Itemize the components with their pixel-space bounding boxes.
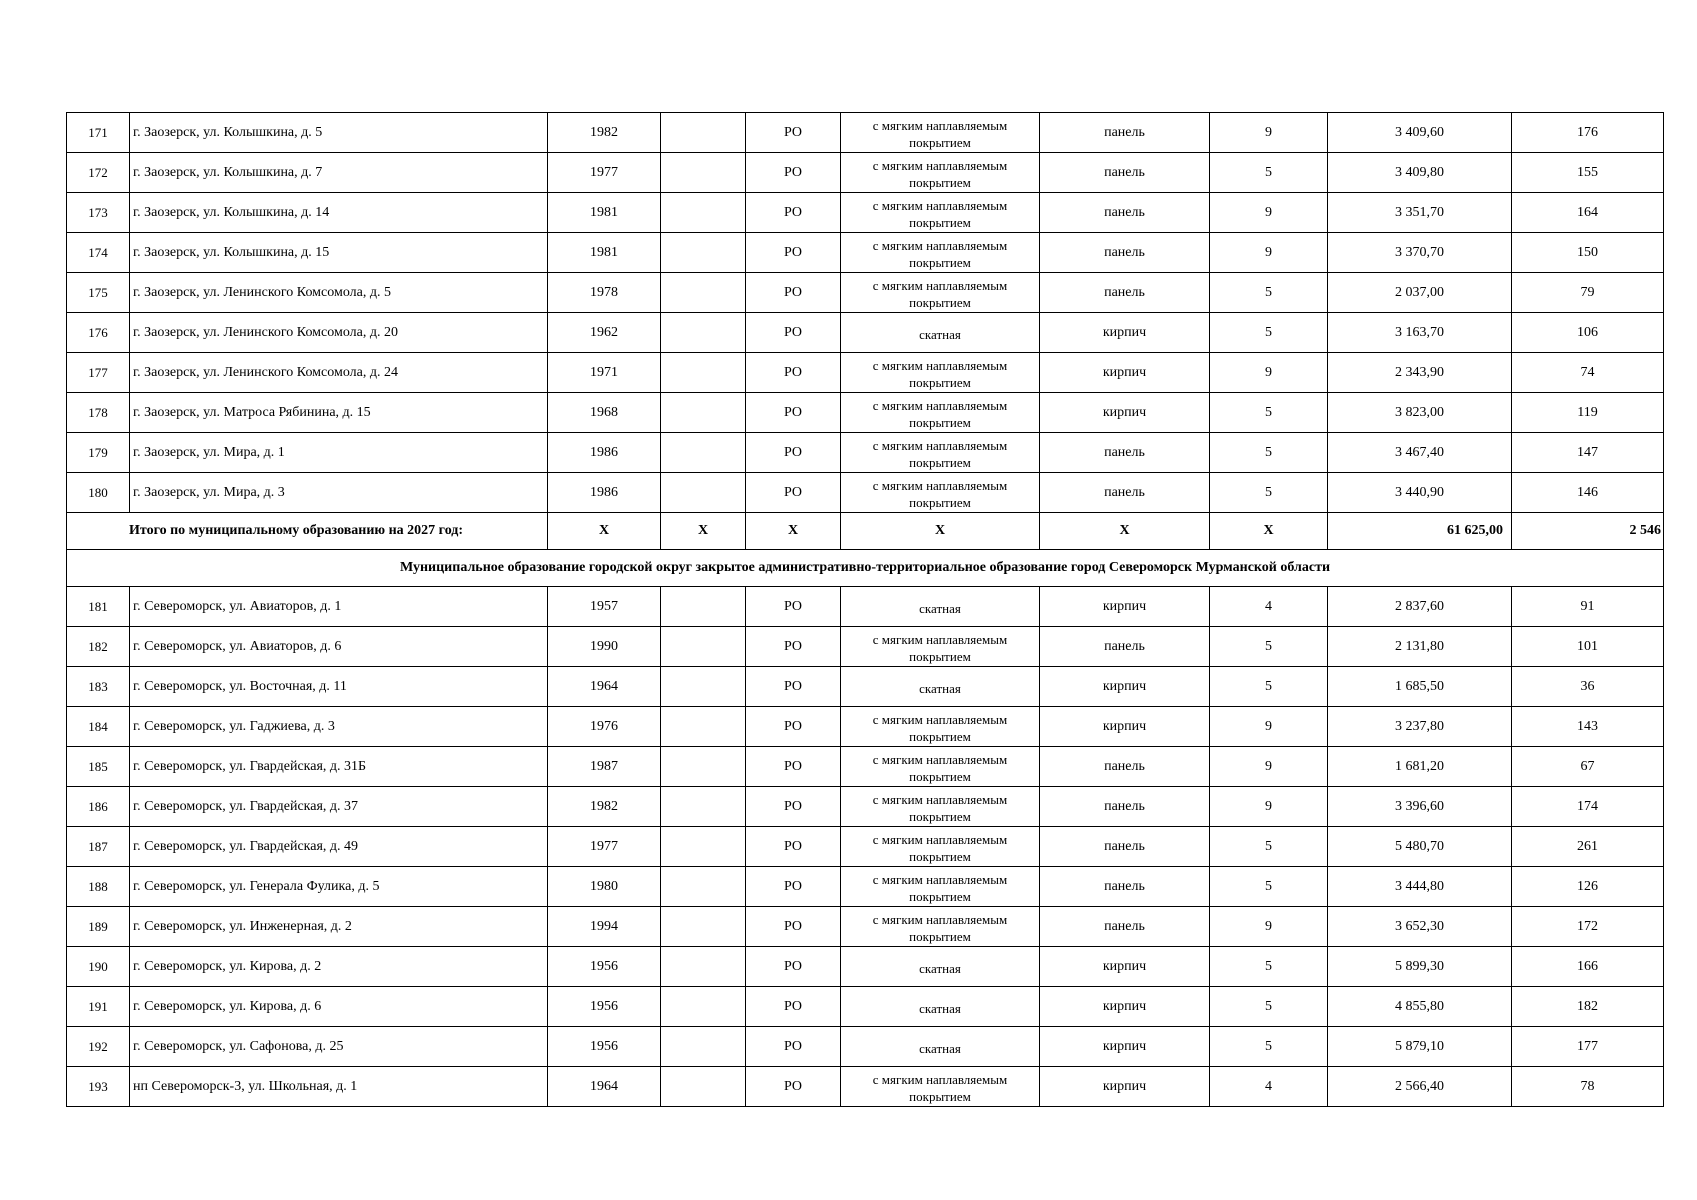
row-number: 179 [67, 433, 130, 473]
row-roof-type: с мягким наплавляемым покрытием [841, 1067, 1040, 1107]
row-roof-type: с мягким наплавляемым покрытием [841, 433, 1040, 473]
row-year: 1986 [548, 473, 661, 513]
row-residents: 261 [1512, 827, 1664, 867]
row-floors: 9 [1210, 787, 1328, 827]
row-wall-material: кирпич [1040, 313, 1210, 353]
row-area: 3 823,00 [1328, 393, 1512, 433]
row-roof-type: с мягким наплавляемым покрытием [841, 273, 1040, 313]
row-floors: 5 [1210, 867, 1328, 907]
row-wall-material: панель [1040, 907, 1210, 947]
row-number: 180 [67, 473, 130, 513]
row-col5: РО [746, 393, 841, 433]
row-col5: РО [746, 667, 841, 707]
row-residents: 126 [1512, 867, 1664, 907]
table-row [67, 473, 1664, 513]
row-col5: РО [746, 907, 841, 947]
table-row [67, 867, 1664, 907]
row-floors: 5 [1210, 627, 1328, 667]
row-area: 3 409,80 [1328, 153, 1512, 193]
row-col5: РО [746, 233, 841, 273]
row-col5: РО [746, 1027, 841, 1067]
table-body-zaozersk [67, 113, 1664, 513]
row-roof-type: скатная [841, 313, 1040, 353]
row-number: 188 [67, 867, 130, 907]
table-row [67, 907, 1664, 947]
row-roof-type: с мягким наплавляемым покрытием [841, 787, 1040, 827]
table-row [67, 827, 1664, 867]
row-col5: РО [746, 153, 841, 193]
row-address: г. Заозерск, ул. Колышкина, д. 14 [130, 193, 548, 233]
row-floors: 5 [1210, 473, 1328, 513]
row-roof-type: с мягким наплавляемым покрытием [841, 113, 1040, 153]
row-year: 1994 [548, 907, 661, 947]
row-col4 [661, 473, 746, 513]
row-number: 190 [67, 947, 130, 987]
section-header-row [67, 550, 1664, 587]
table-total-section [67, 513, 1664, 587]
row-wall-material: кирпич [1040, 987, 1210, 1027]
row-year: 1980 [548, 867, 661, 907]
row-col4 [661, 1027, 746, 1067]
row-area: 1 685,50 [1328, 667, 1512, 707]
row-number: 176 [67, 313, 130, 353]
row-col4 [661, 313, 746, 353]
row-residents: 101 [1512, 627, 1664, 667]
row-col4 [661, 947, 746, 987]
row-wall-material: кирпич [1040, 667, 1210, 707]
table-row [67, 747, 1664, 787]
row-residents: 74 [1512, 353, 1664, 393]
row-roof-type: с мягким наплавляемым покрытием [841, 233, 1040, 273]
row-number: 178 [67, 393, 130, 433]
row-floors: 4 [1210, 1067, 1328, 1107]
table-row [67, 667, 1664, 707]
total-floors-x: Х [1210, 513, 1328, 550]
row-number: 186 [67, 787, 130, 827]
row-area: 3 370,70 [1328, 233, 1512, 273]
row-col5: РО [746, 947, 841, 987]
row-number: 187 [67, 827, 130, 867]
row-area: 2 037,00 [1328, 273, 1512, 313]
total-col5-x: Х [746, 513, 841, 550]
row-col5: РО [746, 787, 841, 827]
row-col5: РО [746, 747, 841, 787]
row-number: 192 [67, 1027, 130, 1067]
row-wall-material: панель [1040, 153, 1210, 193]
row-area: 2 343,90 [1328, 353, 1512, 393]
row-wall-material: панель [1040, 273, 1210, 313]
row-address: г. Заозерск, ул. Ленинского Комсомола, д. 20 [130, 313, 548, 353]
row-col4 [661, 113, 746, 153]
total-wall-x: Х [1040, 513, 1210, 550]
row-number: 189 [67, 907, 130, 947]
row-roof-type: с мягким наплавляемым покрытием [841, 827, 1040, 867]
row-col4 [661, 1067, 746, 1107]
row-wall-material: кирпич [1040, 393, 1210, 433]
row-area: 3 163,70 [1328, 313, 1512, 353]
row-wall-material: панель [1040, 747, 1210, 787]
total-roof-x: Х [841, 513, 1040, 550]
row-residents: 174 [1512, 787, 1664, 827]
row-area: 5 899,30 [1328, 947, 1512, 987]
row-residents: 79 [1512, 273, 1664, 313]
row-year: 1981 [548, 233, 661, 273]
row-col4 [661, 273, 746, 313]
row-year: 1956 [548, 987, 661, 1027]
row-address: г. Североморск, ул. Генерала Фулика, д. 5 [130, 867, 548, 907]
row-area: 1 681,20 [1328, 747, 1512, 787]
row-floors: 9 [1210, 113, 1328, 153]
row-address: г. Заозерск, ул. Матроса Рябинина, д. 15 [130, 393, 548, 433]
row-floors: 5 [1210, 1027, 1328, 1067]
table-row [67, 193, 1664, 233]
row-roof-type: скатная [841, 667, 1040, 707]
row-residents: 106 [1512, 313, 1664, 353]
row-floors: 5 [1210, 313, 1328, 353]
row-roof-type: с мягким наплавляемым покрытием [841, 747, 1040, 787]
row-col4 [661, 587, 746, 627]
row-address: нп Североморск-3, ул. Школьная, д. 1 [130, 1067, 548, 1107]
row-col5: РО [746, 587, 841, 627]
row-residents: 146 [1512, 473, 1664, 513]
row-year: 1964 [548, 1067, 661, 1107]
row-col5: РО [746, 193, 841, 233]
row-wall-material: панель [1040, 433, 1210, 473]
row-floors: 9 [1210, 907, 1328, 947]
row-number: 193 [67, 1067, 130, 1107]
table-body-severomorsk [67, 587, 1664, 1107]
table-row [67, 947, 1664, 987]
row-residents: 78 [1512, 1067, 1664, 1107]
row-area: 4 855,80 [1328, 987, 1512, 1027]
row-year: 1982 [548, 113, 661, 153]
row-wall-material: панель [1040, 193, 1210, 233]
row-wall-material: кирпич [1040, 1027, 1210, 1067]
row-col4 [661, 787, 746, 827]
total-year-x: Х [548, 513, 661, 550]
row-roof-type: скатная [841, 947, 1040, 987]
row-col5: РО [746, 867, 841, 907]
row-year: 1978 [548, 273, 661, 313]
table-row [67, 233, 1664, 273]
row-floors: 5 [1210, 393, 1328, 433]
row-residents: 150 [1512, 233, 1664, 273]
table-row [67, 787, 1664, 827]
table-row [67, 273, 1664, 313]
row-year: 1986 [548, 433, 661, 473]
row-wall-material: кирпич [1040, 587, 1210, 627]
row-number: 183 [67, 667, 130, 707]
row-floors: 5 [1210, 433, 1328, 473]
row-number: 172 [67, 153, 130, 193]
row-address: г. Североморск, ул. Инженерная, д. 2 [130, 907, 548, 947]
row-area: 3 409,60 [1328, 113, 1512, 153]
row-year: 1968 [548, 393, 661, 433]
row-area: 2 837,60 [1328, 587, 1512, 627]
row-wall-material: панель [1040, 867, 1210, 907]
row-year: 1962 [548, 313, 661, 353]
housing-table [66, 112, 1664, 1107]
row-area: 3 396,60 [1328, 787, 1512, 827]
row-floors: 9 [1210, 193, 1328, 233]
row-number: 175 [67, 273, 130, 313]
row-number: 171 [67, 113, 130, 153]
row-number: 184 [67, 707, 130, 747]
row-wall-material: кирпич [1040, 1067, 1210, 1107]
row-area: 3 467,40 [1328, 433, 1512, 473]
row-col5: РО [746, 827, 841, 867]
row-residents: 155 [1512, 153, 1664, 193]
row-roof-type: с мягким наплавляемым покрытием [841, 627, 1040, 667]
row-address: г. Североморск, ул. Авиаторов, д. 1 [130, 587, 548, 627]
row-col5: РО [746, 707, 841, 747]
row-col4 [661, 907, 746, 947]
row-address: г. Североморск, ул. Авиаторов, д. 6 [130, 627, 548, 667]
table-row [67, 1027, 1664, 1067]
row-address: г. Заозерск, ул. Мира, д. 1 [130, 433, 548, 473]
row-area: 3 351,70 [1328, 193, 1512, 233]
row-year: 1987 [548, 747, 661, 787]
table-row [67, 153, 1664, 193]
row-year: 1981 [548, 193, 661, 233]
row-roof-type: скатная [841, 587, 1040, 627]
row-col5: РО [746, 627, 841, 667]
row-col4 [661, 353, 746, 393]
row-number: 181 [67, 587, 130, 627]
row-roof-type: с мягким наплавляемым покрытием [841, 353, 1040, 393]
row-col5: РО [746, 273, 841, 313]
row-wall-material: панель [1040, 627, 1210, 667]
row-residents: 143 [1512, 707, 1664, 747]
row-col5: РО [746, 987, 841, 1027]
row-residents: 177 [1512, 1027, 1664, 1067]
row-roof-type: скатная [841, 1027, 1040, 1067]
row-address: г. Североморск, ул. Гвардейская, д. 37 [130, 787, 548, 827]
row-floors: 4 [1210, 587, 1328, 627]
row-year: 1977 [548, 153, 661, 193]
row-residents: 164 [1512, 193, 1664, 233]
row-roof-type: с мягким наплавляемым покрытием [841, 473, 1040, 513]
table-row [67, 707, 1664, 747]
table-row [67, 113, 1664, 153]
row-year: 1956 [548, 1027, 661, 1067]
row-year: 1956 [548, 947, 661, 987]
row-address: г. Заозерск, ул. Ленинского Комсомола, д. 5 [130, 273, 548, 313]
row-area: 3 444,80 [1328, 867, 1512, 907]
row-col4 [661, 627, 746, 667]
row-address: г. Североморск, ул. Гвардейская, д. 31Б [130, 747, 548, 787]
row-number: 177 [67, 353, 130, 393]
row-year: 1971 [548, 353, 661, 393]
row-col4 [661, 707, 746, 747]
row-residents: 172 [1512, 907, 1664, 947]
row-roof-type: с мягким наплавляемым покрытием [841, 707, 1040, 747]
row-roof-type: с мягким наплавляемым покрытием [841, 907, 1040, 947]
row-floors: 5 [1210, 987, 1328, 1027]
row-col5: РО [746, 473, 841, 513]
total-area: 61 625,00 [1328, 513, 1512, 550]
row-address: г. Заозерск, ул. Колышкина, д. 5 [130, 113, 548, 153]
row-residents: 91 [1512, 587, 1664, 627]
total-col4-x: Х [661, 513, 746, 550]
row-year: 1976 [548, 707, 661, 747]
row-area: 2 566,40 [1328, 1067, 1512, 1107]
row-wall-material: панель [1040, 827, 1210, 867]
row-area: 3 440,90 [1328, 473, 1512, 513]
row-wall-material: кирпич [1040, 947, 1210, 987]
row-address: г. Заозерск, ул. Мира, д. 3 [130, 473, 548, 513]
row-roof-type: с мягким наплавляемым покрытием [841, 153, 1040, 193]
row-col4 [661, 193, 746, 233]
row-address: г. Североморск, ул. Восточная, д. 11 [130, 667, 548, 707]
row-residents: 166 [1512, 947, 1664, 987]
total-label: Итого по муниципальному образованию на 2027 год: [67, 513, 548, 550]
row-floors: 9 [1210, 353, 1328, 393]
row-roof-type: с мягким наплавляемым покрытием [841, 867, 1040, 907]
row-col5: РО [746, 113, 841, 153]
row-residents: 119 [1512, 393, 1664, 433]
row-col5: РО [746, 433, 841, 473]
row-number: 182 [67, 627, 130, 667]
row-residents: 36 [1512, 667, 1664, 707]
row-col4 [661, 747, 746, 787]
row-col4 [661, 987, 746, 1027]
row-number: 185 [67, 747, 130, 787]
table-row [67, 627, 1664, 667]
row-area: 3 237,80 [1328, 707, 1512, 747]
row-roof-type: скатная [841, 987, 1040, 1027]
row-address: г. Североморск, ул. Кирова, д. 2 [130, 947, 548, 987]
row-col5: РО [746, 313, 841, 353]
table-row [67, 987, 1664, 1027]
row-area: 3 652,30 [1328, 907, 1512, 947]
total-row [67, 513, 1664, 550]
row-floors: 5 [1210, 273, 1328, 313]
row-residents: 182 [1512, 987, 1664, 1027]
row-col4 [661, 433, 746, 473]
row-col5: РО [746, 1067, 841, 1107]
table-row [67, 313, 1664, 353]
section-title: Муниципальное образование городской округ закрытое административно-территориальное образование город Североморск Мурманской области [67, 550, 1664, 587]
row-floors: 9 [1210, 707, 1328, 747]
row-number: 191 [67, 987, 130, 1027]
row-address: г. Североморск, ул. Сафонова, д. 25 [130, 1027, 548, 1067]
table-row [67, 393, 1664, 433]
row-address: г. Заозерск, ул. Колышкина, д. 15 [130, 233, 548, 273]
row-area: 5 480,70 [1328, 827, 1512, 867]
row-col4 [661, 393, 746, 433]
row-wall-material: панель [1040, 787, 1210, 827]
row-number: 174 [67, 233, 130, 273]
row-number: 173 [67, 193, 130, 233]
row-year: 1990 [548, 627, 661, 667]
row-year: 1977 [548, 827, 661, 867]
row-address: г. Североморск, ул. Гаджиева, д. 3 [130, 707, 548, 747]
row-address: г. Североморск, ул. Гвардейская, д. 49 [130, 827, 548, 867]
row-year: 1957 [548, 587, 661, 627]
row-residents: 67 [1512, 747, 1664, 787]
row-col4 [661, 867, 746, 907]
row-floors: 5 [1210, 667, 1328, 707]
table-row [67, 433, 1664, 473]
row-floors: 5 [1210, 153, 1328, 193]
row-col4 [661, 153, 746, 193]
row-col5: РО [746, 353, 841, 393]
row-col4 [661, 827, 746, 867]
row-wall-material: кирпич [1040, 353, 1210, 393]
row-wall-material: кирпич [1040, 707, 1210, 747]
row-address: г. Североморск, ул. Кирова, д. 6 [130, 987, 548, 1027]
row-wall-material: панель [1040, 233, 1210, 273]
row-floors: 5 [1210, 947, 1328, 987]
row-area: 2 131,80 [1328, 627, 1512, 667]
row-col4 [661, 667, 746, 707]
row-floors: 9 [1210, 747, 1328, 787]
table-row [67, 587, 1664, 627]
table-row [67, 353, 1664, 393]
row-wall-material: панель [1040, 113, 1210, 153]
row-wall-material: панель [1040, 473, 1210, 513]
row-floors: 9 [1210, 233, 1328, 273]
row-roof-type: с мягким наплавляемым покрытием [841, 393, 1040, 433]
row-year: 1964 [548, 667, 661, 707]
row-roof-type: с мягким наплавляемым покрытием [841, 193, 1040, 233]
row-address: г. Заозерск, ул. Колышкина, д. 7 [130, 153, 548, 193]
table-row [67, 1067, 1664, 1107]
row-area: 5 879,10 [1328, 1027, 1512, 1067]
row-residents: 147 [1512, 433, 1664, 473]
row-year: 1982 [548, 787, 661, 827]
row-floors: 5 [1210, 827, 1328, 867]
row-col4 [661, 233, 746, 273]
row-address: г. Заозерск, ул. Ленинского Комсомола, д. 24 [130, 353, 548, 393]
total-residents: 2 546 [1512, 513, 1664, 550]
row-residents: 176 [1512, 113, 1664, 153]
